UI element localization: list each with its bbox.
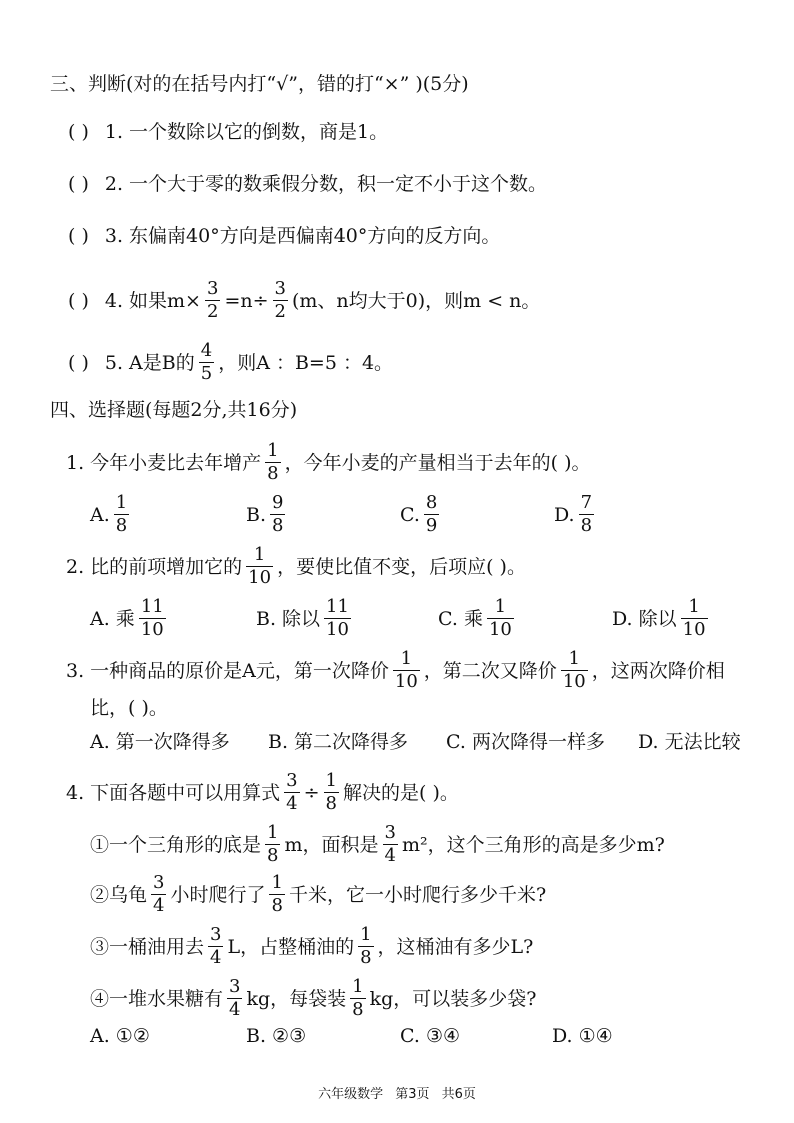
choice-q3-option-b[interactable]: B. 第二次降得多: [268, 731, 409, 753]
fraction: $\frac{3}{4}$: [384, 822, 396, 866]
choice-q3-option-d[interactable]: D. 无法比较: [638, 731, 741, 753]
fraction: $\frac{11}{10}$: [140, 596, 164, 640]
choice-q4-sub2: ②乌龟 $\frac{3}{4}$ 小时爬行了 $\frac{1}{8}$ 千米，它一小时爬行多少千米?: [90, 872, 547, 916]
choice-q2-option-d[interactable]: D. 除以 $\frac{1}{10}$: [612, 596, 706, 640]
fraction: $\frac{1}{8}$: [267, 822, 279, 866]
choice-q1-option-a[interactable]: A. $\frac{1}{8}$: [90, 492, 128, 536]
choice-q3-cont: 比，( )。: [90, 697, 168, 719]
choice-q3-option-c[interactable]: C. 两次降得一样多: [446, 731, 605, 753]
choice-q2-option-a[interactable]: A. 乘 $\frac{11}{10}$: [90, 596, 164, 640]
choice-q2: 2. 比的前项增加它的 $\frac{1}{10}$ ，要使比值不变，后项应( )。: [66, 544, 526, 588]
page-footer: [0, 1083, 794, 1102]
choice-q1-option-d[interactable]: D. $\frac{7}{8}$: [554, 492, 593, 536]
choice-q3: 3. 一种商品的原价是A元，第一次降价 $\frac{1}{10}$ ，第二次又降价 $\frac{1}{10}$ ，这两次降价相: [66, 648, 725, 692]
choice-q2-option-c[interactable]: C. 乘 $\frac{1}{10}$: [438, 596, 512, 640]
answer-bracket[interactable]: ( ): [68, 121, 89, 143]
section4-title: 四、选择题(每题2分,共16分): [50, 399, 298, 421]
fraction: $\frac{3}{2}$: [206, 278, 219, 322]
choice-q2-option-b[interactable]: B. 除以 $\frac{11}{10}$: [256, 596, 349, 640]
fraction: $\frac{1}{8}$: [325, 770, 337, 814]
fraction: $\frac{1}{10}$: [562, 648, 586, 692]
choice-q1: 1. 今年小麦比去年增产 $\frac{1}{8}$ ，今年小麦的产量相当于去年的( )。: [66, 440, 591, 484]
fraction: $\frac{3}{2}$: [274, 278, 286, 322]
fraction: $\frac{1}{8}$: [267, 440, 279, 484]
fraction: $\frac{1}{8}$: [271, 872, 283, 916]
section3-title: 三、判断(对的在括号内打“√”，错的打“×” )(5分): [50, 73, 469, 95]
answer-bracket[interactable]: ( ): [68, 289, 89, 312]
footer-subject: 六年级数学: [318, 1087, 384, 1102]
fraction: $\frac{4}{5}$: [200, 340, 213, 384]
answer-bracket[interactable]: ( ): [68, 351, 89, 374]
choice-q4-sub4: ④一堆水果糖有 $\frac{3}{4}$ kg，每袋装 $\frac{1}{8}$ kg，可以装多少袋?: [90, 976, 537, 1020]
choice-q4: 4. 下面各题中可以用算式 $\frac{3}{4}$ ÷ $\frac{1}{8}$ 解决的是( )。: [66, 770, 459, 814]
fraction: $\frac{7}{8}$: [580, 492, 593, 536]
footer-total: 共6页: [441, 1087, 476, 1102]
choice-q1-option-b[interactable]: B. $\frac{9}{8}$: [246, 492, 284, 536]
footer-page: 第3页: [395, 1087, 430, 1102]
judge-q2: ( ) 2. 一个大于零的数乘假分数，积一定不小于这个数。: [68, 173, 548, 195]
fraction: $\frac{11}{10}$: [326, 596, 349, 640]
choice-q4-sub3: ③一桶油用去 $\frac{3}{4}$ L，占整桶油的 $\frac{1}{8}$ ，这桶油有多少L?: [90, 924, 534, 968]
fraction: $\frac{9}{8}$: [272, 492, 284, 536]
judge-q1: ( ) 1. 一个数除以它的倒数，商是1。: [68, 121, 389, 143]
choice-q4-option-d[interactable]: D. ①④: [552, 1025, 613, 1047]
choice-q1-option-c[interactable]: C. $\frac{8}{9}$: [400, 492, 438, 536]
fraction: $\frac{3}{4}$: [286, 770, 298, 814]
fraction: $\frac{1}{8}$: [115, 492, 128, 536]
choice-q4-option-a[interactable]: A. ①②: [90, 1025, 150, 1047]
fraction: $\frac{1}{10}$: [394, 648, 418, 692]
choice-q4-option-c[interactable]: C. ③④: [400, 1025, 461, 1047]
judge-q4: ( ) 4. 如果m× $\frac{3}{2}$ =n÷ $\frac{3}{2}$ (m、n均大于0)，则m < n。: [68, 278, 541, 322]
fraction: $\frac{1}{8}$: [360, 924, 372, 968]
judge-q3: ( ) 3. 东偏南40°方向是西偏南40°方向的反方向。: [68, 225, 501, 247]
choice-q3-option-a[interactable]: A. 第一次降得多: [90, 731, 230, 753]
answer-bracket[interactable]: ( ): [68, 225, 89, 247]
fraction: $\frac{8}{9}$: [425, 492, 438, 536]
choice-q4-sub1: ①一个三角形的底是 $\frac{1}{8}$ m，面积是 $\frac{3}{4}$ m²，这个三角形的高是多少m?: [90, 822, 665, 866]
fraction: $\frac{1}{10}$: [248, 544, 272, 588]
fraction: $\frac{1}{10}$: [488, 596, 512, 640]
fraction: $\frac{3}{4}$: [229, 976, 241, 1020]
fraction: $\frac{3}{4}$: [153, 872, 165, 916]
choice-q4-option-b[interactable]: B. ②③: [246, 1025, 307, 1047]
fraction: $\frac{1}{10}$: [682, 596, 706, 640]
judge-q5: ( ) 5. A是B的 $\frac{4}{5}$ ，则A ：B=5 ：4。: [68, 340, 394, 384]
answer-bracket[interactable]: ( ): [68, 173, 89, 195]
fraction: $\frac{1}{8}$: [352, 976, 364, 1020]
fraction: $\frac{3}{4}$: [210, 924, 222, 968]
